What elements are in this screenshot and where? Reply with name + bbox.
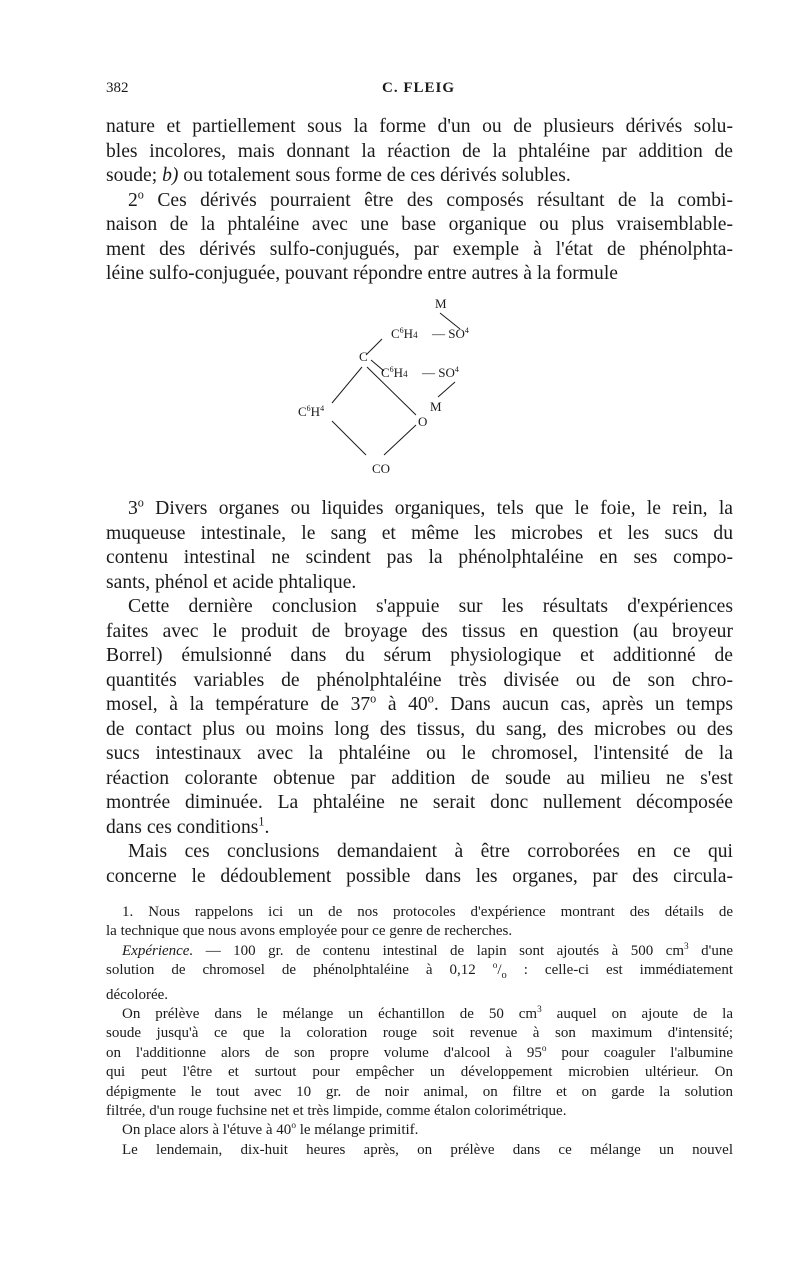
bond: [384, 425, 416, 455]
footnote-line: décolorée.: [106, 986, 169, 1003]
text-line: bles incolores, mais donnant la réaction de la phtaléine par addition de: [106, 140, 733, 162]
footnote-line: On prélève dans le mélange un échantillon de 50 $cm^3$ auquel on ajoute de la: [122, 1005, 733, 1023]
paragraph-block-2: [106, 497, 733, 889]
text-line: Borrel) émulsionné dans du sérum physiologique et additionné de: [106, 645, 733, 666]
bond: [332, 367, 362, 403]
text-line: 2$^o$ Ces dérivés pourraient être des composés résultant de la combi-: [128, 186, 733, 211]
text-line: nature et partiellement sous la forme d'un ou de plusieurs dérivés solu-: [106, 116, 733, 137]
formula-so4-top: — $SO^4$: [432, 326, 469, 341]
formula-m-top: M: [435, 296, 447, 311]
footnote-line: 1. Nous rappelons ici un de nos protocoles d'expérience montrant des détails de: [122, 904, 734, 920]
page-number: 382: [106, 80, 129, 96]
text-line: réaction colorante obtenue par addition de soude au milieu ne s'est: [106, 767, 733, 789]
formula-co: CO: [372, 461, 391, 476]
paragraph-block-1: [106, 115, 733, 287]
footnote-line: Le lendemain, dix-huit heures après, on prélève dans ce mélange un nouvel: [122, 1141, 733, 1158]
footnotes: [106, 903, 733, 1160]
text-line: de contact plus ou moins long des tissus, du sang, des microbes ou des: [106, 718, 733, 740]
formula-c-center: C: [359, 349, 368, 364]
footnote-line: la technique que nous avons employée pour ce genre de recherches.: [106, 923, 513, 940]
footnote-line: soude jusqu'à ce que la coloration rouge soit revenue à son maximum d'intensité;: [106, 1025, 733, 1042]
text-line: montrée diminuée. La phtaléine ne serait donc nullement décomposée: [106, 792, 733, 813]
text-line: sants, phénol et acide phtalique.: [106, 571, 357, 593]
bond: [367, 367, 416, 415]
formula-so4-mid: — $SO^4$: [422, 365, 459, 380]
text-line: quantités variables de phénolphtaléine très divisée ou de son chro-: [106, 669, 733, 691]
footnote-line: filtrée, d'un rouge fuchsine net et très limpide, comme étalon colorimétrique.: [106, 1103, 567, 1120]
structural-formula: [280, 293, 520, 478]
text-line: naison de la phtaléine avec une base organique ou plus vraisemblable-: [106, 214, 733, 235]
footnote-line: On place alors à l'étuve à 40$^o$ le mélange primitif.: [122, 1121, 419, 1139]
footnote-line: Expérience. — 100 gr. de contenu intestinal de lapin sont ajoutés à 500 $cm^3$ d'une: [122, 941, 733, 959]
text-line: soude; b) ou totalement sous forme de ces dérivés solubles.: [106, 165, 571, 186]
formula-o-ring: O: [418, 414, 428, 429]
formula-c6h4-top: $C^6H4$: [391, 326, 418, 341]
footnote-line: solution de chromosel de phénolphtaléine à 0,12 $^o/_o$ : celle-ci est immédiatement: [106, 961, 733, 982]
text-line: léine sulfo-conjuguée, pouvant répondre entre autres à la formule: [106, 263, 618, 284]
running-title: C. FLEIG: [381, 80, 455, 96]
bond: [438, 382, 455, 397]
footnote-line: dépigmente le tout avec 10 gr. de noir animal, on filtre et on garde la solution: [106, 1083, 733, 1100]
footnote-ref: 1: [258, 813, 265, 828]
text-line: sucs intestinaux avec la phtaléine ou le chromosel, l'intensité de la: [106, 743, 733, 764]
page-header: [106, 80, 731, 104]
text-line: muqueuse intestinale, le sang et même les microbes et les sucs du: [106, 522, 733, 544]
formula-c6h4-mid: $C^6H4$: [381, 365, 408, 380]
text-line: Cette dernière conclusion s'appuie sur les résultats d'expériences: [128, 596, 733, 617]
text-line: concerne le dédoublement possible dans les organes, par des circula-: [106, 865, 733, 887]
text-line: dans ces conditions$^1$.: [106, 813, 270, 838]
footnote-line: on l'additionne alors de son propre volume d'alcool à 95$^o$ pour coaguler l'albumine: [106, 1043, 733, 1061]
text-line: mosel, à la température de 37$^o$ à 40$^o$. Dans aucun cas, après un temps: [106, 691, 733, 715]
formula-c6h4-left: $C^6H^4$: [298, 404, 325, 419]
bond: [366, 339, 382, 355]
text-line: faites avec le produit de broyage des tissus en question (au broyeur: [106, 620, 733, 642]
footnote-line: qui peut l'être et surtout pour empêcher un développement microbien ultérieur. On: [106, 1064, 733, 1081]
text-line: 3$^o$ Divers organes ou liquides organiques, tels que le foie, le rein, la: [128, 495, 733, 519]
text-line: ment des dérivés sulfo-conjugués, par exemple à l'état de phénolphta-: [106, 238, 733, 260]
text-line: contenu intestinal ne scindent pas la phénolphtaléine en ses compo-: [106, 547, 733, 568]
bond: [332, 421, 366, 455]
text-line: Mais ces conclusions demandaient à être corroborées en ce qui: [128, 841, 733, 862]
formula-m-right: M: [430, 399, 442, 414]
